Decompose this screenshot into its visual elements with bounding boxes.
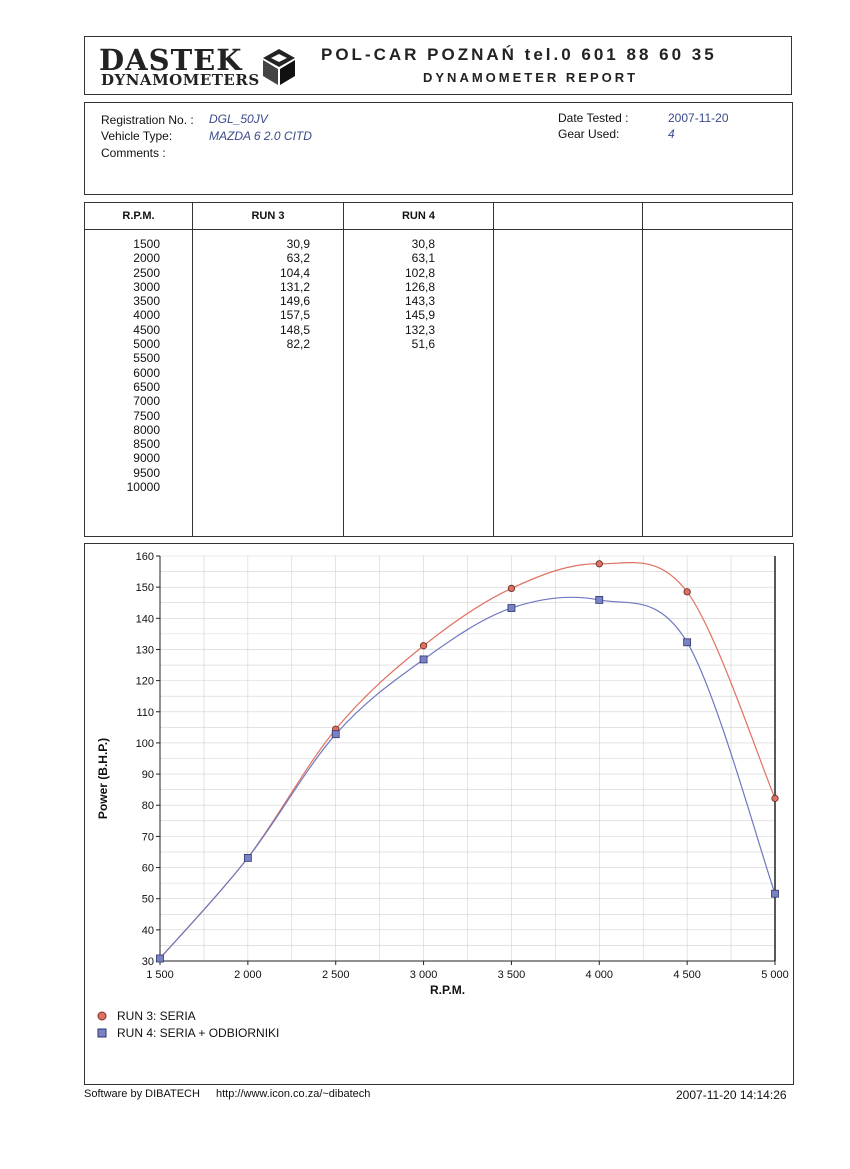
gear-used-label: Gear Used: xyxy=(558,127,620,141)
rpm-cell: 4000 xyxy=(133,308,160,323)
legend-run4-label: RUN 4: SERIA + ODBIORNIKI xyxy=(117,1026,280,1040)
run4-cell: 63,1 xyxy=(411,251,435,266)
power-chart-panel xyxy=(84,543,794,1085)
y-tick-label: 100 xyxy=(135,737,154,750)
run3-cell: 157,5 xyxy=(279,308,310,323)
y-axis-label: Power (B.H.P.) xyxy=(96,737,110,820)
date-tested-label: Date Tested : xyxy=(558,111,629,125)
run4-data-point xyxy=(332,731,339,738)
y-tick-label: 140 xyxy=(135,613,154,626)
rpm-cell: 5500 xyxy=(133,351,160,366)
rpm-cell: 7000 xyxy=(133,394,160,409)
rpm-cell: 3500 xyxy=(133,294,160,309)
y-tick-label: 40 xyxy=(141,924,154,937)
software-credit: Software by DIBATECH xyxy=(84,1088,200,1100)
y-tick-label: 130 xyxy=(135,644,154,657)
x-tick-label: 1 500 xyxy=(146,969,174,981)
y-tick-label: 110 xyxy=(136,706,154,719)
x-tick-label: 2 500 xyxy=(321,969,350,981)
x-tick-label: 4 500 xyxy=(673,969,701,981)
y-tick-label: 120 xyxy=(135,675,154,688)
run4-data-point xyxy=(508,605,515,612)
run3-cell: 149,6 xyxy=(279,294,310,309)
run4-cell: 145,9 xyxy=(404,308,435,323)
rpm-cell: 9000 xyxy=(133,451,160,466)
y-tick-label: 160 xyxy=(135,551,154,563)
run4-cell: 143,3 xyxy=(404,294,435,309)
x-tick-label: 4 000 xyxy=(585,969,614,981)
run3-cell: 104,4 xyxy=(279,265,310,280)
rpm-cell: 9500 xyxy=(133,465,160,480)
vehicle-type-value: MAZDA 6 2.0 CITD xyxy=(209,129,312,143)
cube-logo-icon xyxy=(259,47,299,87)
legend-run3-label: RUN 3: SERIA xyxy=(117,1009,196,1023)
logo-sub-text: DYNAMOMETERS xyxy=(101,71,260,89)
rpm-cell: 1500 xyxy=(133,237,160,251)
company-contact: POL-CAR POZNAŃ tel.0 601 88 60 35 xyxy=(321,45,717,64)
rpm-cell: 10000 xyxy=(126,480,160,495)
rpm-cell: 5000 xyxy=(133,337,160,352)
x-tick-label: 3 500 xyxy=(497,969,526,981)
run4-cell: 30,8 xyxy=(411,237,435,251)
run3-cell: 82,2 xyxy=(286,337,310,352)
software-url[interactable]: http://www.icon.co.za/~dibatech xyxy=(216,1088,371,1100)
run3-data-point xyxy=(508,585,514,591)
comments-label: Comments : xyxy=(101,146,166,160)
y-tick-label: 90 xyxy=(141,769,154,782)
legend-run4-marker xyxy=(95,1026,109,1040)
run3-cell: 131,2 xyxy=(279,279,310,294)
date-tested-value: 2007-11-20 xyxy=(668,111,729,125)
rpm-cell: 2500 xyxy=(133,265,160,280)
run4-data-point xyxy=(420,656,427,663)
report-title: DYNAMOMETER REPORT xyxy=(423,70,639,85)
run3-column xyxy=(265,237,310,351)
y-tick-label: 50 xyxy=(141,893,154,906)
header-rpm: R.P.M. xyxy=(122,210,155,222)
run4-data-point xyxy=(157,955,164,962)
report-header xyxy=(84,36,792,95)
y-tick-label: 60 xyxy=(141,862,154,875)
run4-data-point xyxy=(772,890,779,897)
y-tick-label: 30 xyxy=(141,956,154,968)
run3-data-point xyxy=(684,589,690,595)
run3-cell: 30,9 xyxy=(286,237,310,251)
logo-main-text: DASTEK xyxy=(99,43,243,77)
y-tick-label: 80 xyxy=(141,800,154,813)
registration-label: Registration No. : xyxy=(101,113,194,127)
run4-data-point xyxy=(596,596,603,603)
vehicle-info-panel xyxy=(84,102,793,195)
run3-data-point xyxy=(772,795,778,801)
rpm-cell: 4500 xyxy=(133,322,160,337)
power-chart xyxy=(85,544,793,1084)
vehicle-type-label: Vehicle Type: xyxy=(101,129,173,143)
x-tick-label: 2 000 xyxy=(234,969,262,981)
rpm-cell: 6500 xyxy=(133,379,160,394)
power-table xyxy=(84,202,793,537)
rpm-column xyxy=(115,237,160,494)
run4-cell: 51,6 xyxy=(411,337,435,352)
rpm-cell: 3000 xyxy=(133,279,160,294)
run3-cell: 148,5 xyxy=(279,322,310,337)
registration-value: DGL_50JV xyxy=(209,112,268,126)
run4-cell: 102,8 xyxy=(404,265,435,280)
x-tick-label: 3 000 xyxy=(409,969,438,981)
report-timestamp: 2007-11-20 14:14:26 xyxy=(676,1088,787,1102)
rpm-cell: 6000 xyxy=(133,365,160,380)
run4-cell: 132,3 xyxy=(404,322,435,337)
header-run4: RUN 4 xyxy=(401,210,435,222)
rpm-cell: 8000 xyxy=(133,422,160,437)
run4-column xyxy=(390,237,435,351)
rpm-cell: 2000 xyxy=(133,251,160,266)
y-tick-label: 150 xyxy=(135,582,154,595)
run4-data-point xyxy=(684,639,691,646)
x-axis-label: R.P.M. xyxy=(429,983,466,997)
run3-data-point xyxy=(420,643,426,649)
rpm-cell: 8500 xyxy=(133,437,160,452)
gear-used-value: 4 xyxy=(668,127,675,141)
dastek-logo xyxy=(99,43,289,89)
rpm-cell: 7500 xyxy=(133,408,160,423)
run4-data-point xyxy=(244,854,251,861)
x-tick-label: 5 000 xyxy=(761,969,789,981)
run3-data-point xyxy=(596,561,602,567)
legend-run3-marker xyxy=(95,1009,109,1023)
header-run3: RUN 3 xyxy=(251,210,285,222)
run3-cell: 63,2 xyxy=(286,251,310,266)
run4-cell: 126,8 xyxy=(404,279,435,294)
y-tick-label: 70 xyxy=(141,831,154,844)
